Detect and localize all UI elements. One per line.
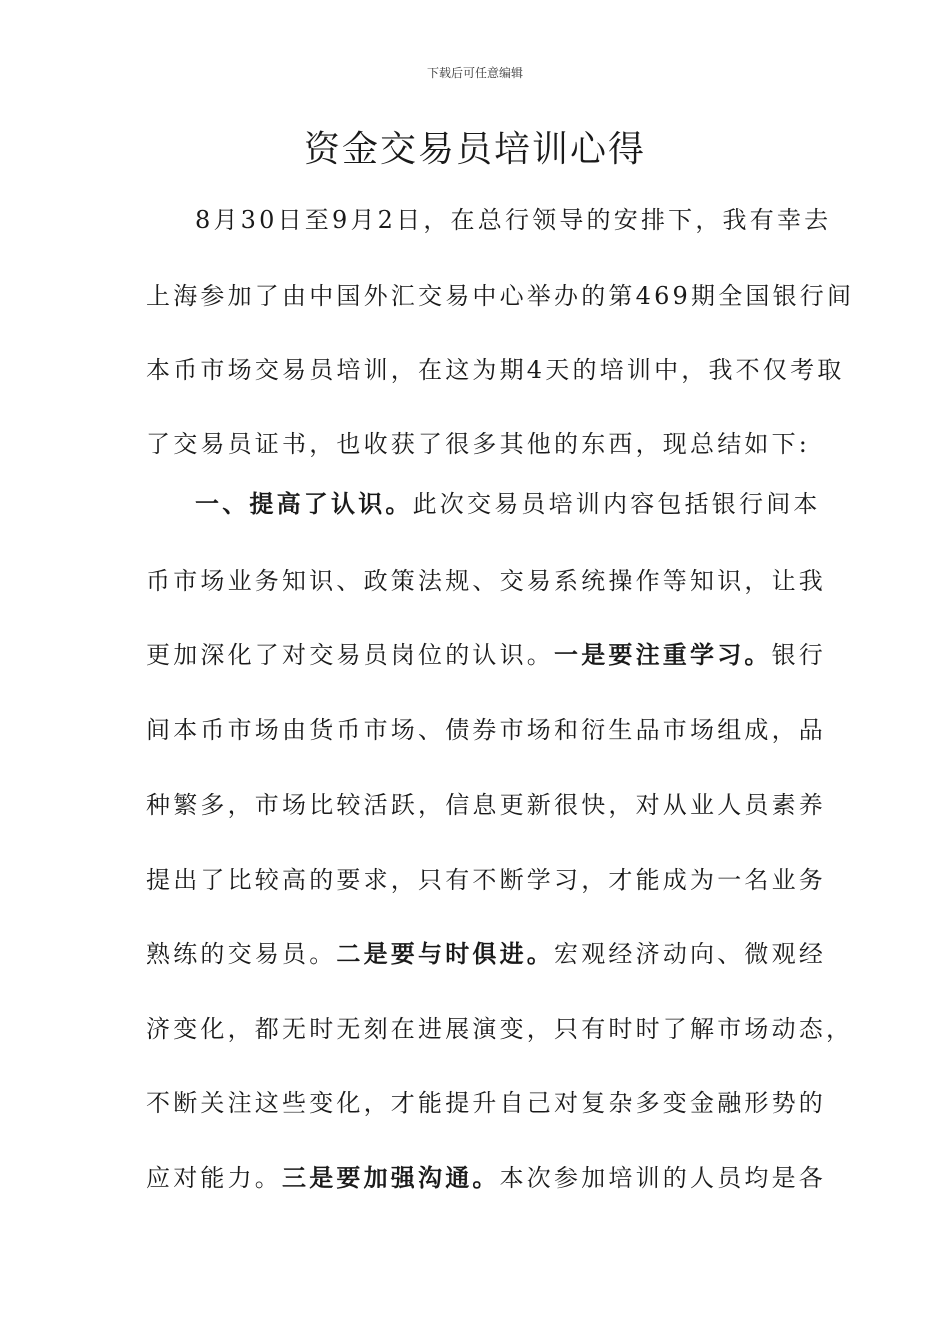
header-note: 下载后可任意编辑 bbox=[426, 66, 523, 80]
body-line bbox=[146, 1158, 827, 1198]
line-text: 应对能力。 bbox=[146, 1164, 282, 1192]
line-text: 此次交易员培训内容包括银行间本 bbox=[412, 490, 821, 518]
body-line bbox=[146, 561, 826, 601]
section-heading-line bbox=[195, 484, 821, 524]
point-heading: 三是要加强沟通。 bbox=[282, 1163, 500, 1192]
body-line bbox=[146, 1083, 826, 1123]
line-text: 了交易员证书，也收获了很多其他的东西，现总结如下: bbox=[146, 430, 811, 458]
line-text: 熟练的交易员。 bbox=[146, 940, 337, 968]
line-text: 济变化，都无时无刻在进展演变，只有时时了解市场动态， bbox=[146, 1015, 854, 1043]
line-text: 币市场业务知识、政策法规、交易系统操作等知识，让我 bbox=[146, 567, 826, 595]
line-text: 上海参加了由中国外汇交易中心举办的第469期全国银行间 bbox=[146, 282, 855, 310]
body-line bbox=[146, 785, 826, 825]
line-text: 宏观经济动向、微观经 bbox=[554, 940, 827, 968]
body-line bbox=[146, 276, 855, 316]
line-text: 间本币市场由货币市场、债券市场和衍生品市场组成，品 bbox=[146, 716, 826, 744]
body-line bbox=[146, 424, 816, 464]
line-text: 更加深化了对交易员岗位的认识。 bbox=[146, 641, 554, 669]
body-line bbox=[146, 1009, 854, 1049]
line-text: 8月30日至9月2日，在总行领导的安排下，我有幸去 bbox=[195, 206, 832, 234]
line-text: 本次参加培训的人员均是各 bbox=[499, 1164, 827, 1192]
body-line bbox=[146, 635, 827, 675]
body-line bbox=[195, 200, 832, 240]
line-text: 提出了比较高的要求，只有不断学习，才能成为一名业务 bbox=[146, 866, 826, 894]
line-text: 不断关注这些变化，才能提升自己对复杂多变金融形势的 bbox=[146, 1089, 826, 1117]
document-title: 资金交易员培训心得 bbox=[303, 129, 646, 170]
line-text: 种繁多，市场比较活跃，信息更新很快，对从业人员素养 bbox=[146, 791, 826, 819]
body-line bbox=[146, 860, 826, 900]
line-text: 银行 bbox=[771, 641, 827, 669]
body-line bbox=[146, 350, 845, 390]
section-heading: 一、提高了认识。 bbox=[195, 489, 413, 518]
body-line bbox=[146, 934, 827, 974]
point-heading: 二是要与时俱进。 bbox=[336, 939, 555, 968]
point-heading: 一是要注重学习。 bbox=[554, 640, 772, 669]
line-text: 本币市场交易员培训，在这为期4天的培训中，我不仅考取 bbox=[146, 356, 845, 384]
body-line bbox=[146, 710, 826, 750]
